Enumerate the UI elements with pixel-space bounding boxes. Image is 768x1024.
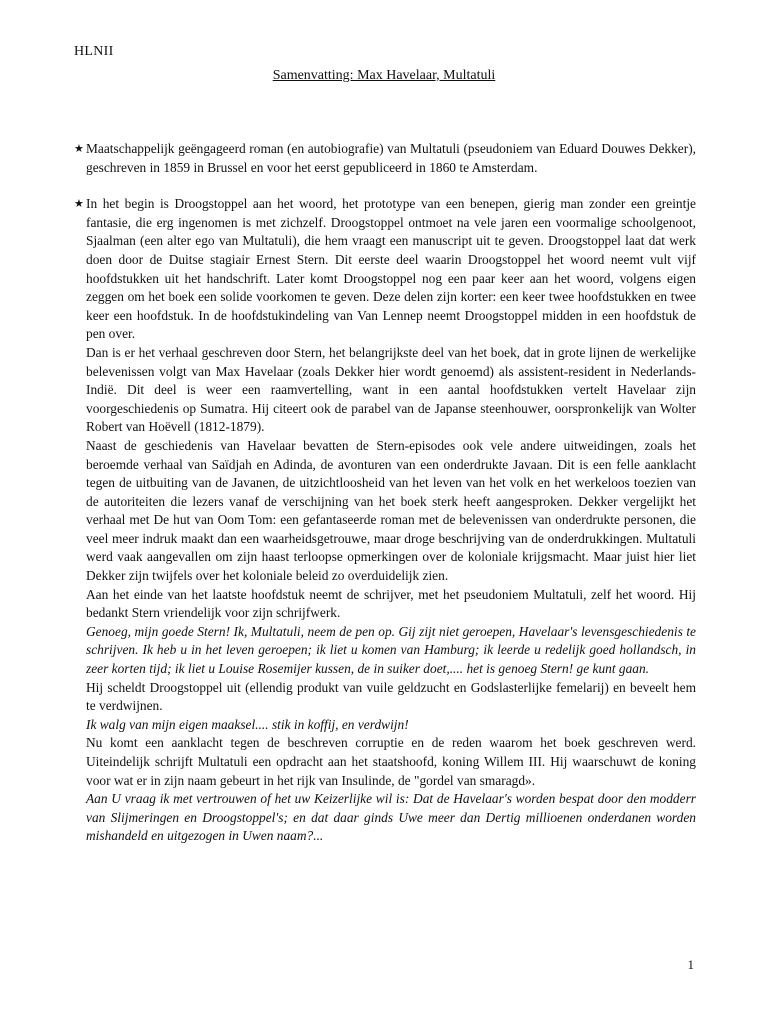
- quote-paragraph: Ik walg van mijn eigen maaksel.... stik in koffij, en verdwijn!: [86, 716, 409, 732]
- bullet-item: [74, 195, 696, 846]
- paragraph: Nu komt een aanklacht tegen de beschreven corruptie en de reden waarom het boek geschreven werd. Uiteindelijk schrijft Multatuli een opdracht aan het staatshoofd, koning Willem III. Hij waarschuwt de koning voor wat er in zijn naam gebeurt in het rijk van Insulinde, de "gordel van smaragd».: [86, 735, 696, 788]
- bullet-text: In het begin is Droogstoppel aan het woord, het prototype van een benepen, gierig man zonder een greintje fantasie, die erg ingenomen is met zichzelf. Droogstoppel ontmoet na vele jaren een voormalige schoolgenoot, Sjaalman (een alter ego van Multatuli), die hem vraagt een manuscript uit te geven. Droogstoppel laat dat werk doen door de Duitse stagiair Ernest Stern. Dit eerste deel waarin Droogstoppel het woord neemt vult vijf hoofdstukken uit het handschrift. Later komt Droogstoppel nog een paar keer aan het woord, volgens eigen zeggen om het boek een solide voorkomen te geven. Deze delen zijn korter: een keer twee hoofdstukken en twee keer een hoofdstuk. In de hoofdstukindeling van Van Lennep neemt Droogstoppel midden in een hoofdstuk de pen over.: [86, 196, 696, 342]
- star-icon: ★: [74, 198, 84, 211]
- document-body: [74, 140, 696, 846]
- document-code: HLNII: [74, 44, 114, 59]
- paragraph: Aan het einde van het laatste hoofdstuk neemt de schrijver, met het pseudoniem Multatuli, zelf het woord. Hij bedankt Stern vriendelijk voor zijn schrijfwerk.: [86, 586, 696, 621]
- page-title: Samenvatting: Max Havelaar, Multatuli: [272, 68, 496, 83]
- paragraph: Dan is er het verhaal geschreven door Stern, het belangrijkste deel van het boek, dat in grote lijnen de werkelijke belevenissen volgt van Max Havelaar (zoals Dekker hier wordt genoemd) als assistent-resident in Nederlands-Indië. Dit deel is weer een raamvertelling, want in een aantal hoofdstukken vertelt Havelaar zijn voorgeschiedenis op Sumatra. Hij citeert ook de parabel van de Japanse steenhouwer, oorspronkelijk van Wolter Robert van Hoëvell (1812-1879).: [86, 344, 696, 435]
- page-number: 1: [687, 957, 694, 972]
- quote-paragraph: Genoeg, mijn goede Stern! Ik, Multatuli, neem de pen op. Gij zijt niet geroepen, Havelaar's levensgeschiedenis te schrijven. Ik heb u in het leven geroepen; ik liet u komen van Hamburg; ik leerde u redelijk goed hollandsch, in zeer korten tijd; ik liet u Louise Rosemijer kussen, de in suiker doet,.... het is genoeg Stern! ge kunt gaan.: [86, 623, 696, 677]
- quote-paragraph: Aan U vraag ik met vertrouwen of het uw Keizerlijke wil is: Dat de Havelaar's worden bespat door den modderr van Slijmeringen en Droogstoppel's; en dat daar ginds Uwe meer dan Dertig millioenen onderdanen worden mishandeld en uitgezogen in Uwen naam?...: [86, 791, 696, 844]
- bullet-item: [74, 140, 696, 177]
- paragraph: Hij scheldt Droogstoppel uit (ellendig produkt van vuile geldzucht en Godslasterlijke femelarij) en beveelt hem te verdwijnen.: [86, 679, 696, 714]
- star-icon: ★: [74, 143, 84, 155]
- bullet-text: Maatschappelijk geëngageerd roman (en autobiografie) van Multatuli (pseudoniem van Eduard Douwes Dekker), geschreven in 1859 in Brussel en voor het eerst gepubliceerd in 1860 te Amsterdam.: [86, 141, 696, 175]
- paragraph: Naast de geschiedenis van Havelaar bevatten de Stern-episodes ook vele andere uitweidingen, zoals het beroemde verhaal van Saïdjah en Adinda, de avonturen van een onderdrukte Javaan. Dit is een felle aanklacht tegen de uitbuiting van de Javanen, de uitzichtloosheid van het leven van het volk en het werkeloos toezien van de autoriteiten die lezers vanaf de verschijning van het boek sterk heeft aangesproken. Dekker vergelijkt het verhaal met De hut van Oom Tom: een gefantaseerde roman met de belevenissen van onderdrukte personen, die veel meer indruk maakt dan een waarheidsgetrouwe, maar droge beschrijving van de onderdrukkingen. Multatuli werd vaak aangevallen om zijn haast terloopse opmerkingen over de koloniale krijgsmacht. Maar juist hier liet Dekker zijn twijfels over het koloniale beleid zo overduidelijk zien.: [86, 437, 696, 584]
